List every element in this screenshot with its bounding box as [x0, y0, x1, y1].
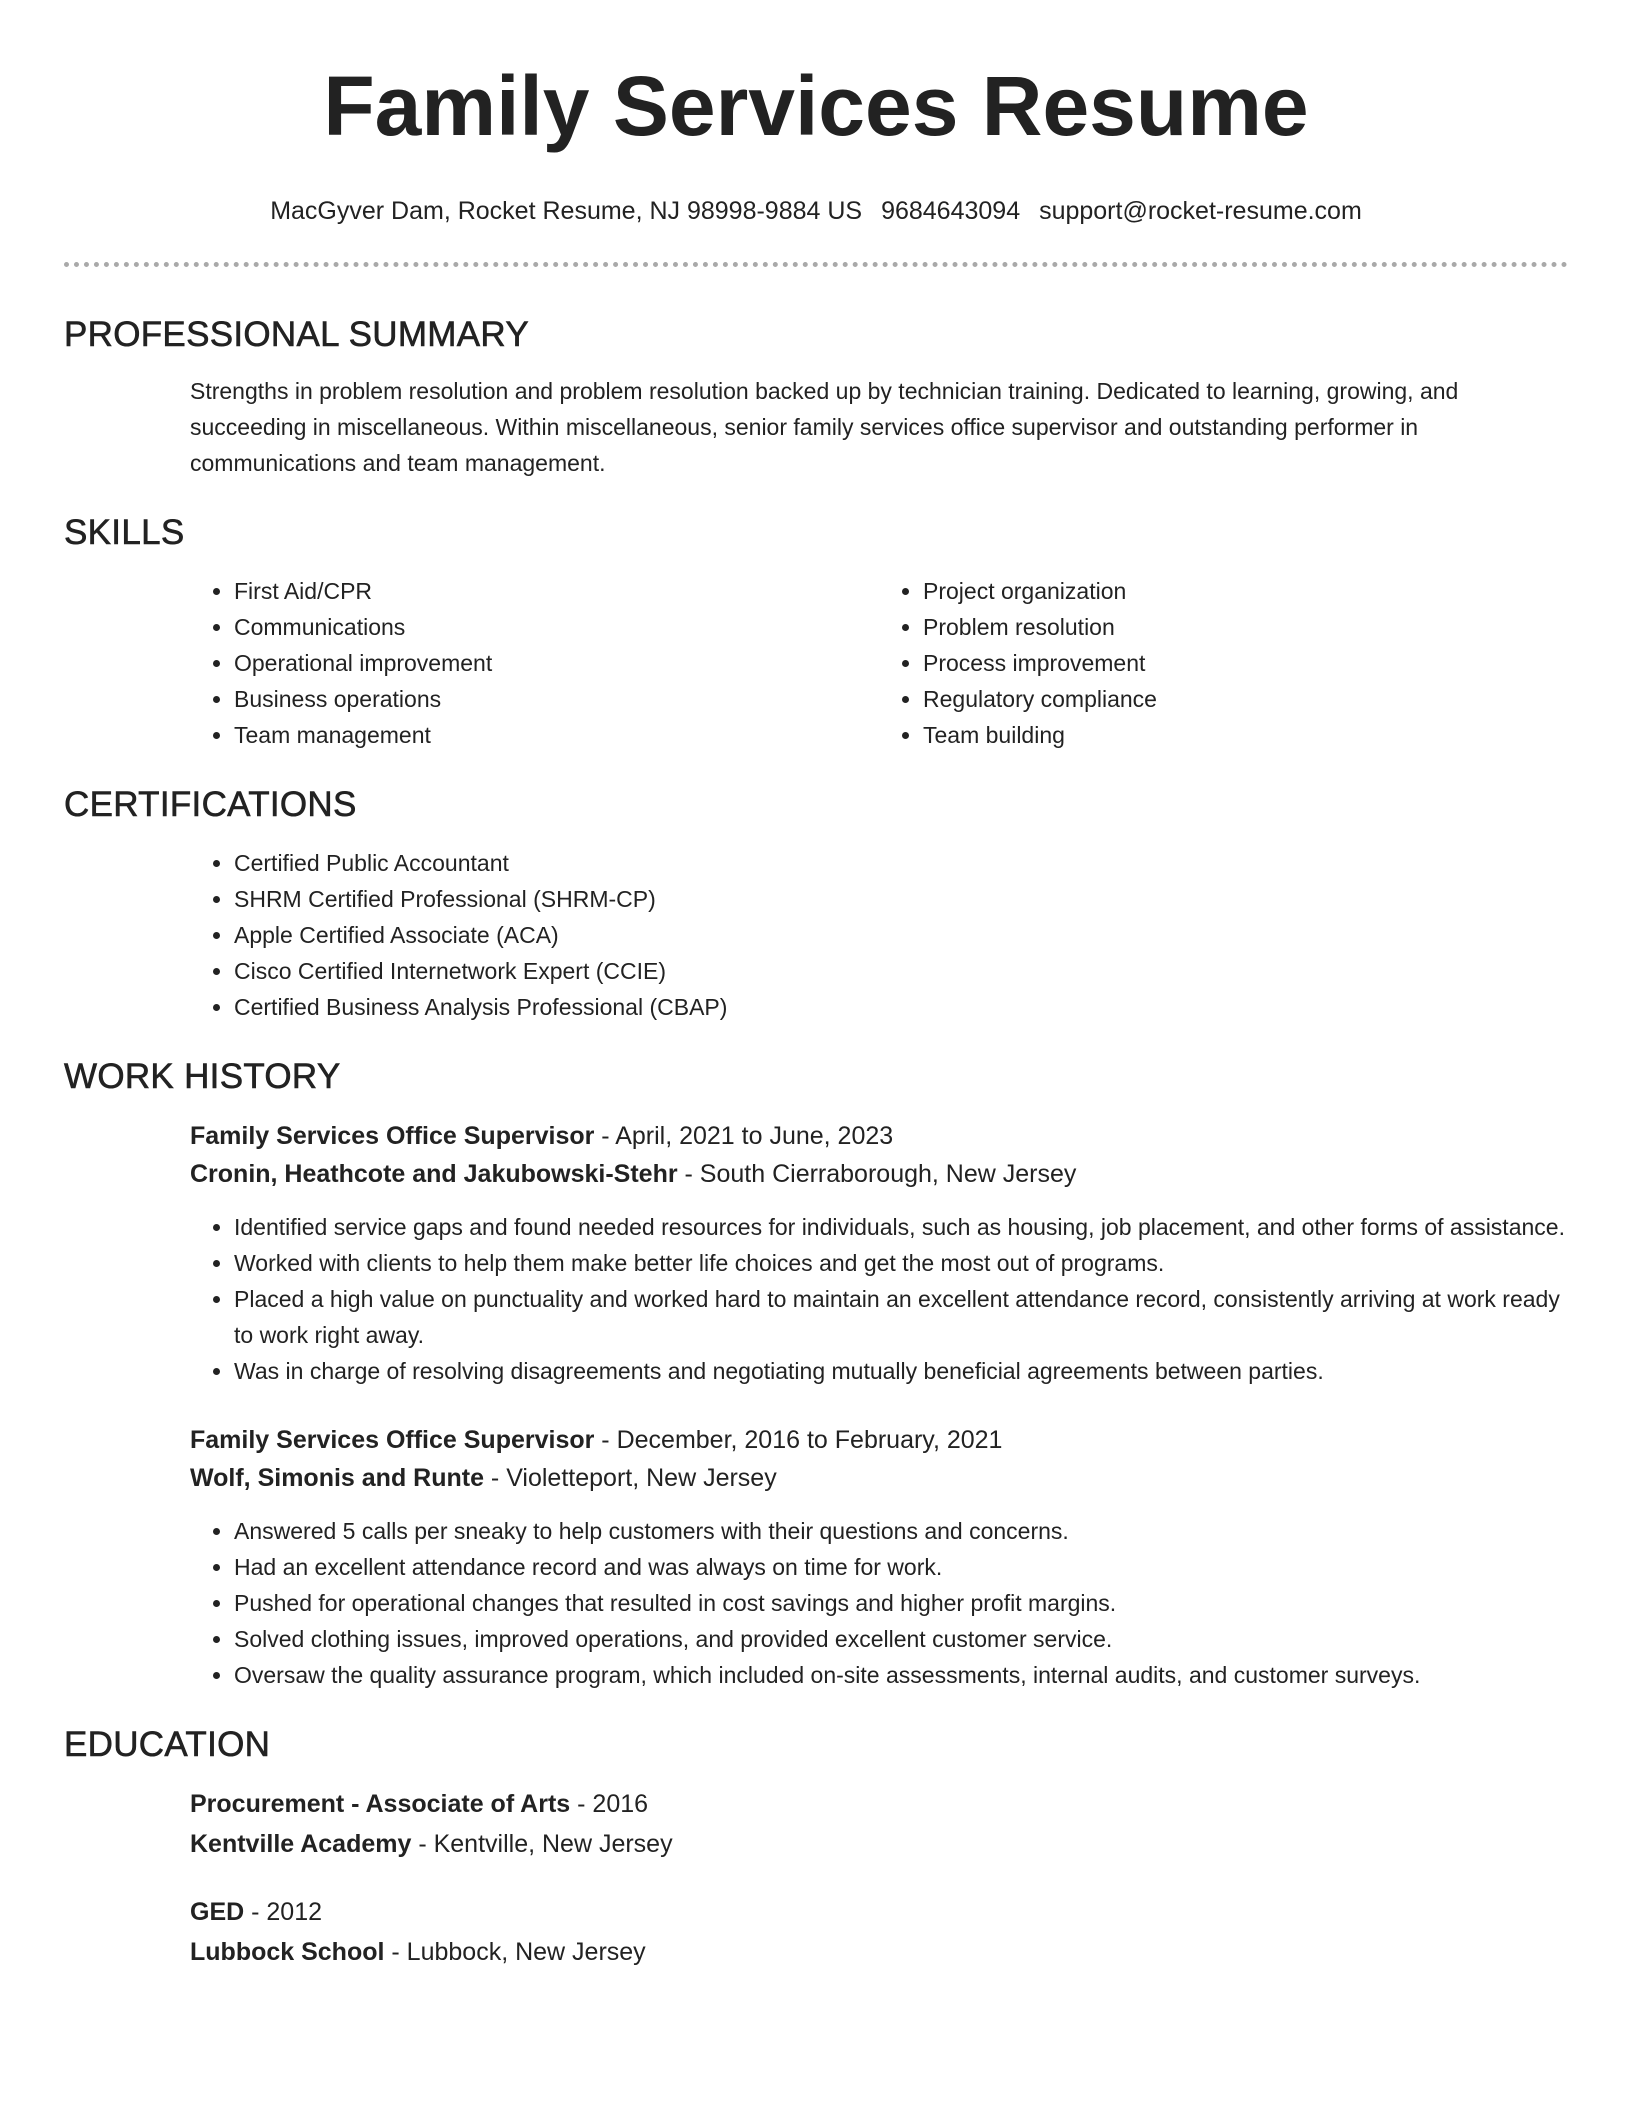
- skill-item: • Project organization: [923, 573, 1568, 609]
- job-location: - South Cierraborough, New Jersey: [677, 1160, 1077, 1188]
- skill-item: • Operational improvement: [234, 645, 879, 681]
- job-role: Family Services Office Supervisor: [190, 1122, 595, 1150]
- job-dates: - December, 2016 to February, 2021: [594, 1426, 1003, 1454]
- certifications-list: [190, 845, 1568, 1025]
- skill-item: • Problem resolution: [923, 609, 1568, 645]
- job-company: Wolf, Simonis and Runte: [190, 1464, 484, 1492]
- job-company-line: [190, 1155, 1568, 1193]
- education-year: - 2012: [244, 1898, 323, 1926]
- education-section: [64, 1723, 1568, 1971]
- education-degree-line: [190, 1785, 1568, 1823]
- skill-item: • Communications: [234, 609, 879, 645]
- education-entry: [190, 1785, 1568, 1863]
- job-bullet: • Oversaw the quality assurance program, which included on-site assessments, internal audits, and customer surveys.: [234, 1657, 1568, 1693]
- section-title: CERTIFICATIONS: [64, 785, 357, 824]
- job-dates: - April, 2021 to June, 2023: [594, 1122, 894, 1150]
- resume-name: Family Services Resume: [323, 59, 1309, 153]
- skill-item: • First Aid/CPR: [234, 573, 879, 609]
- job-company-line: [190, 1459, 1568, 1497]
- skill-item: • Business operations: [234, 681, 879, 717]
- job-title-line: [190, 1117, 1568, 1155]
- summary-text: Strengths in problem resolution and problem resolution backed up by technician training. Dedicated to learning, growing, and succeeding in miscellaneous. Within miscellaneous, senior family services office supervisor and outstanding performer in communications and team management.: [190, 378, 1459, 476]
- job-role: Family Services Office Supervisor: [190, 1426, 595, 1454]
- certification-item: • Certified Public Accountant: [234, 845, 1568, 881]
- job-bullet: • Was in charge of resolving disagreements and negotiating mutually beneficial agreements between parties.: [234, 1353, 1568, 1389]
- section-title: SKILLS: [64, 513, 185, 552]
- job-entry: [190, 1117, 1568, 1389]
- section-title: WORK HISTORY: [64, 1057, 341, 1096]
- education-year: - 2016: [570, 1790, 649, 1818]
- job-bullets: [190, 1513, 1568, 1693]
- education-school-line: [190, 1933, 1568, 1971]
- job-bullet: • Answered 5 calls per sneaky to help customers with their questions and concerns.: [234, 1513, 1568, 1549]
- certifications-section: [64, 783, 1568, 1025]
- work-history-section: [64, 1055, 1568, 1693]
- job-location: - Violetteport, New Jersey: [483, 1464, 777, 1492]
- section-title: PROFESSIONAL SUMMARY: [64, 315, 529, 354]
- education-school: Lubbock School: [190, 1938, 385, 1966]
- job-bullet: • Worked with clients to help them make better life choices and get the most out of programs.: [234, 1245, 1568, 1281]
- job-bullet: • Placed a high value on punctuality and worked hard to maintain an excellent attendance record, consistently arriving at work ready to work right away.: [234, 1281, 1568, 1353]
- job-title-line: [190, 1421, 1568, 1459]
- certification-item: • Cisco Certified Internetwork Expert (CCIE): [234, 953, 1568, 989]
- job-bullet: • Solved clothing issues, improved operations, and provided excellent customer service.: [234, 1621, 1568, 1657]
- job-bullet: • Identified service gaps and found needed resources for individuals, such as housing, job placement, and other forms of assistance.: [234, 1209, 1568, 1245]
- summary-section: [64, 313, 1568, 481]
- job-bullets: [190, 1209, 1568, 1389]
- education-school: Kentville Academy: [190, 1830, 412, 1858]
- skills-list-right: [879, 573, 1568, 753]
- contact-address: MacGyver Dam, Rocket Resume, NJ 98998-9884 US: [270, 197, 863, 225]
- job-bullet: • Pushed for operational changes that resulted in cost savings and higher profit margins.: [234, 1585, 1568, 1621]
- skills-grid: [190, 573, 1568, 753]
- skills-list-left: [190, 573, 879, 753]
- job-entry: [190, 1421, 1568, 1693]
- contact-phone: 9684643094: [881, 197, 1021, 225]
- skill-item: • Team building: [923, 717, 1568, 753]
- skill-item: • Process improvement: [923, 645, 1568, 681]
- certification-item: • SHRM Certified Professional (SHRM-CP): [234, 881, 1568, 917]
- education-degree: GED: [190, 1898, 245, 1926]
- job-bullet: • Had an excellent attendance record and was always on time for work.: [234, 1549, 1568, 1585]
- resume-header: [0, 0, 1632, 228]
- education-entry: [190, 1893, 1568, 1971]
- education-degree: Procurement - Associate of Arts: [190, 1790, 571, 1818]
- education-school-line: [190, 1825, 1568, 1863]
- job-company: Cronin, Heathcote and Jakubowski-Stehr: [190, 1160, 678, 1188]
- header-divider: [64, 262, 1568, 267]
- education-degree-line: [190, 1893, 1568, 1931]
- section-title: EDUCATION: [64, 1725, 271, 1764]
- certification-item: • Certified Business Analysis Professional (CBAP): [234, 989, 1568, 1025]
- education-location: - Lubbock, New Jersey: [384, 1938, 646, 1966]
- contact-line: [0, 194, 1632, 228]
- certification-item: • Apple Certified Associate (ACA): [234, 917, 1568, 953]
- contact-email[interactable]: support@rocket-resume.com: [1039, 197, 1362, 225]
- education-location: - Kentville, New Jersey: [411, 1830, 673, 1858]
- skills-section: [64, 511, 1568, 753]
- skill-item: • Regulatory compliance: [923, 681, 1568, 717]
- skill-item: • Team management: [234, 717, 879, 753]
